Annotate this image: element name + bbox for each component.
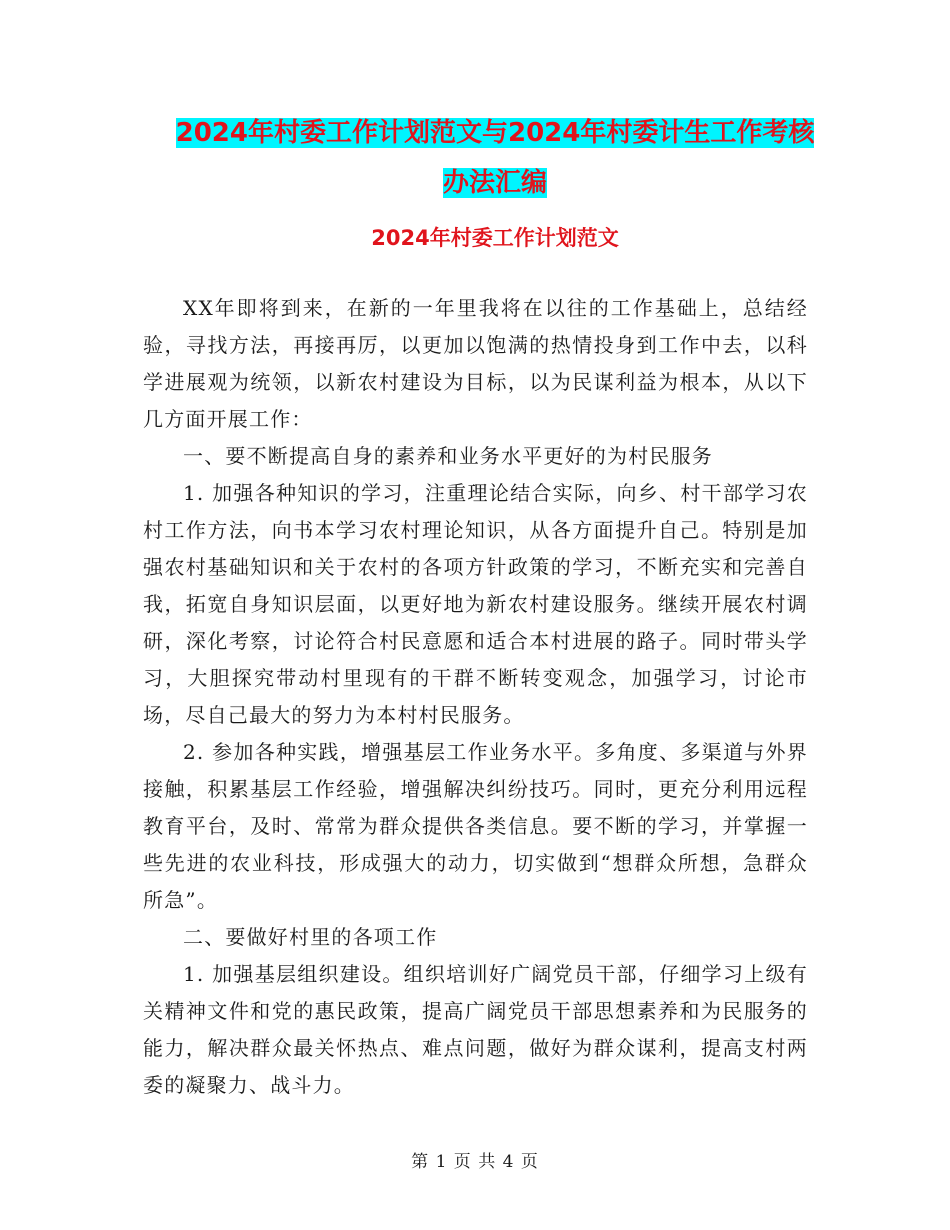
document-title-line-2: 办法汇编 [442,168,547,198]
paragraph-item-2-1: 1. 加强基层组织建设。组织培训好广阔党员干部，仔细学习上级有关精神文件和党的惠民政策，提高广阔党员干部思想素养和为民服务的能力，解决群众最关怀热点、难点问题，做好为群众谋利，提高支村两委的凝聚力、战斗力。 [143,962,808,1097]
paragraph-item-1-1: 1. 加强各种知识的学习，注重理论结合实际，向乡、村干部学习农村工作方法，向书本学习农村理论知识，从各方面提升自己。特别是加强农村基础知识和关于农村的各项方针政策的学习，不断充实和完善自我，拓宽自身知识层面，以更好地为新农村建设服务。继续开展农村调研，深化考察，讨论符合村民意愿和适合本村进展的路子。同时带头学习，大胆探究带动村里现有的干群不断转变观念，加强学习，讨论市场，尽自己最大的努力为本村村民服务。 [143,481,808,727]
paragraph-item-1-2: 2. 参加各种实践，增强基层工作业务水平。多角度、多渠道与外界接触，积累基层工作经验，增强解决纠纷技巧。同时，更充分利用远程教育平台，及时、常常为群众提供各类信息。要不断的学习，并掌握一些先进的农业科技，形成强大的动力，切实做到“想群众所想，急群众所急”。 [143,740,808,912]
document-title [140,108,850,208]
page-footer: 第 1 页 共 4 页 [411,1152,539,1172]
document-title-line-1: 2024年村委工作计划范文与2024年村委计生工作考核 [175,118,815,148]
paragraph-intro: XX年即将到来，在新的一年里我将在以往的工作基础上，总结经验，寻找方法，再接再厉，以更加以饱满的热情投身到工作中去，以科学进展观为统领，以新农村建设为目标，以为民谋利益为根本，从以下几方面开展工作： [143,296,808,431]
document-body [143,290,808,1104]
heading-two: 二、要做好村里的各项工作 [183,925,438,949]
heading-one: 一、要不断提高自身的素养和业务水平更好的为村民服务 [183,444,713,468]
section-title: 2024年村委工作计划范文 [371,226,619,250]
